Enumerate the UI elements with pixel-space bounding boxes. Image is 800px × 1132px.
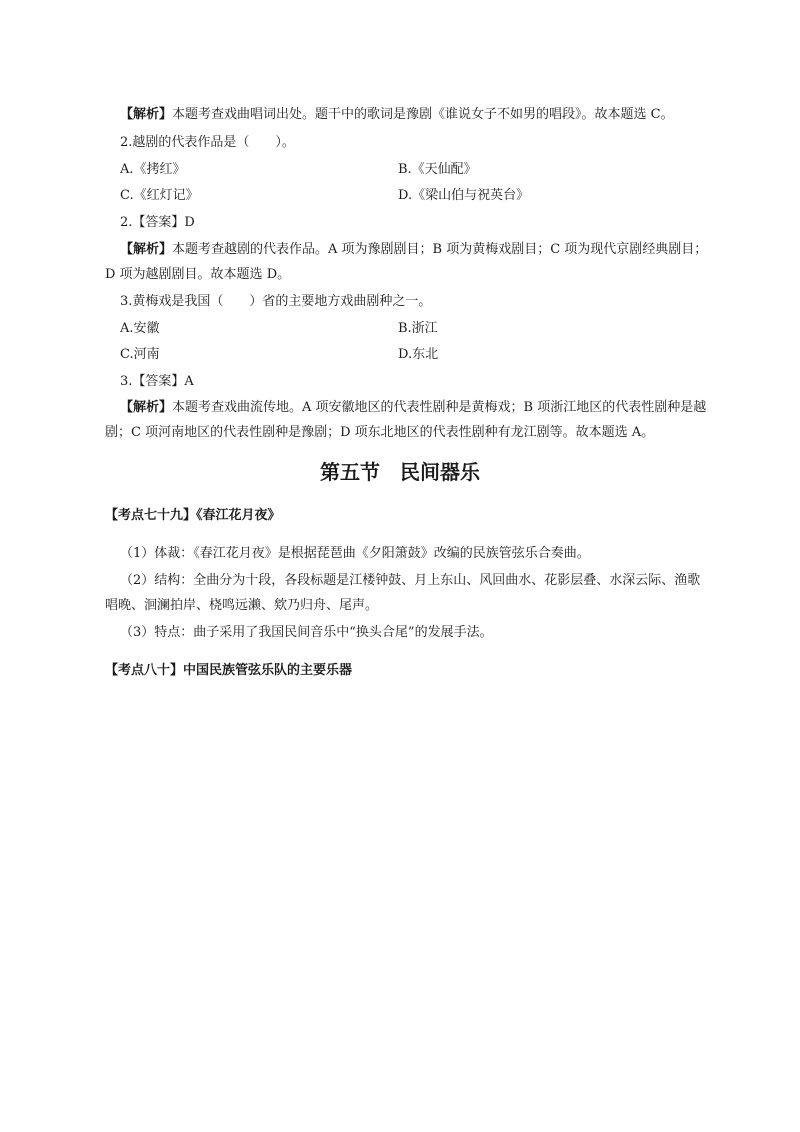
answer-value: D [184, 215, 195, 230]
kp80-heading: 【考点八十】中国民族管弦乐队的主要乐器 [105, 663, 353, 678]
kp79-item-2-line2: 唱晚、洄澜拍岸、桡鸣远濑、欸乃归舟、尾声。 [105, 598, 379, 613]
kp79-heading: 【考点七十九】《春江花月夜》 [105, 508, 281, 523]
section-title: 第五节 民间器乐 [320, 460, 480, 484]
analysis-tag: 【解析】 [120, 242, 173, 257]
kp79-item-2-line1: （2）结构：全曲分为十段，各段标题是江楼钟鼓、月上东山、风回曲水、花影层叠、水深云际、渔歌 [120, 573, 701, 588]
q2-option-a: A.《拷红》 [120, 162, 186, 177]
answer-number: 2. [120, 215, 133, 230]
q3-option-d: D.东北 [398, 347, 439, 362]
q2-stem: 2.越剧的代表作品是（ ）。 [120, 135, 295, 150]
q3-option-c: C.河南 [120, 347, 160, 362]
analysis-tag: 【解析】 [120, 107, 173, 122]
q2-analysis-line2: D 项为越剧剧目。故本题选 D。 [105, 267, 291, 282]
kp79-item-1: （1）体裁：《春江花月夜》是根据琵琶曲《夕阳箫鼓》改编的民族管弦乐合奏曲。 [120, 546, 590, 561]
answer-number: 3. [120, 374, 133, 389]
answer-tag: 【答案】 [132, 374, 185, 389]
analysis-text: 本题考查越剧的代表作品。A 项为豫剧剧目；B 项为黄梅戏剧目；C 项为现代京剧经典剧目； [172, 242, 708, 257]
answer-value: A [184, 374, 194, 389]
q3-analysis-line1 [120, 399, 706, 417]
q3-option-a: A.安徽 [120, 321, 160, 336]
q3-analysis-line2: 剧；C 项河南地区的代表性剧种是豫剧；D 项东北地区的代表性剧种有龙江剧等。故本题选 A。 [105, 425, 655, 440]
q2-option-b: B.《天仙配》 [398, 162, 477, 177]
kp79-item-3: （3）特点：曲子采用了我国民间音乐中“换头合尾”的发展手法。 [120, 625, 493, 640]
q3-answer [120, 373, 194, 391]
q2-option-d: D.《梁山伯与祝英台》 [398, 188, 530, 203]
analysis-tag: 【解析】 [120, 400, 173, 415]
q1-analysis [120, 106, 674, 124]
q2-answer [120, 214, 195, 232]
analysis-text: 本题考查戏曲流传地。A 项安徽地区的代表性剧种是黄梅戏；B 项浙江地区的代表性剧种是越 [172, 400, 707, 415]
q3-option-b: B.浙江 [398, 321, 438, 336]
q3-stem: 3.黄梅戏是我国（ ）省的主要地方戏曲剧种之一。 [120, 294, 432, 309]
analysis-text: 本题考查戏曲唱词出处。题干中的歌词是豫剧《谁说女子不如男的唱段》。故本题选 C。 [172, 107, 674, 122]
answer-tag: 【答案】 [132, 215, 185, 230]
q2-analysis-line1 [120, 241, 707, 259]
q2-option-c: C.《红灯记》 [120, 188, 199, 203]
